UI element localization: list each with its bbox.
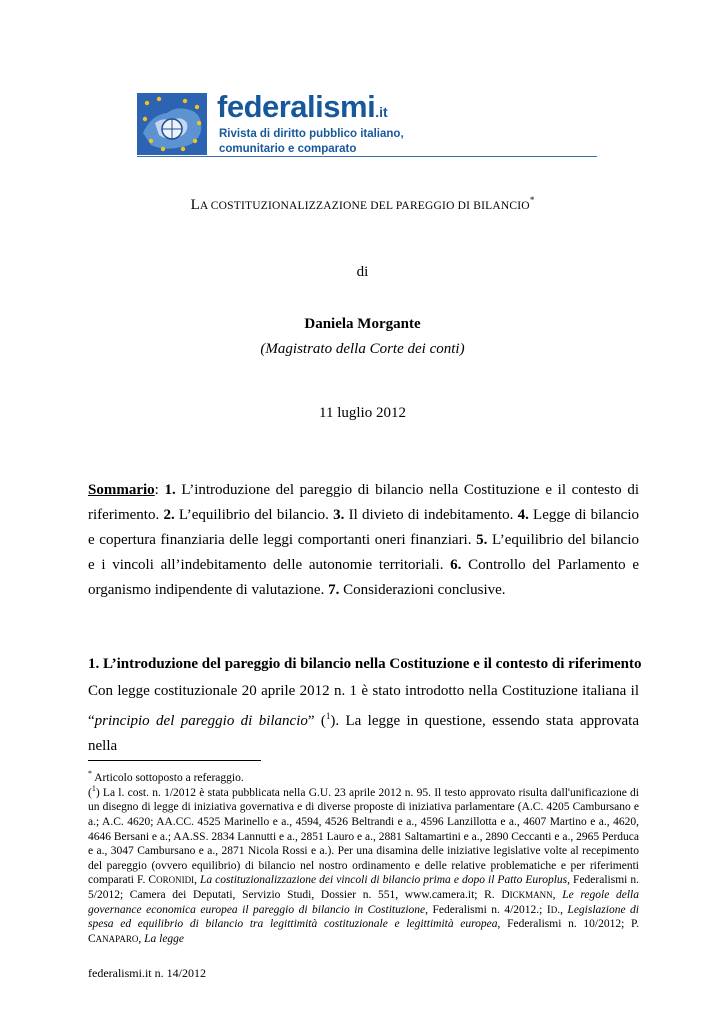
footnote-ref-1: 1: [325, 711, 331, 721]
footnote-separator: [88, 760, 261, 761]
page-footer: federalismi.it n. 14/2012: [88, 966, 206, 980]
logo-subtitle-line-2: comunitario e comparato: [219, 143, 357, 155]
summary-label: Sommario: [88, 482, 155, 498]
byline-di: di: [356, 264, 369, 280]
section-1-heading: 1. L’introduzione del pareggio di bilancio nella Costituzione e il contesto di riferimento: [88, 656, 642, 672]
publication-date: 11 luglio 2012: [319, 405, 406, 421]
author-name: Daniela Morgante: [304, 316, 421, 332]
summary-paragraph: Sommario: 1. L’introduzione del pareggio di bilancio nella Costituzione e il contesto di riferimento. 2. L’equilibrio del bilancio. 3. Il divieto di indebitamento. 4. Legge di bilancio e copertura finanziaria delle leggi comportanti oneri finanziari. 5. L’equilibrio del bilancio e i vincoli all’indebitamento delle autonomie territoriali. 6. Controllo del Parlamento e organismo indipendente di valutazione. 7. Considerazioni conclusive.: [88, 482, 639, 598]
footnote-1: ($^1$) La l. cost. n. 1/2012 è stata pubblicata nella G.U. 23 aprile 2012 n. 95. Il testo approvato risulta dall'unificazione di un disegno di legge di iniziativa governativa e di diverse proposte di iniziativa parlamentare (A.C. 4205 Cambursano e a.; A.C. 4620; AA.CC. 4525 Marinello e a., 4594, 4526 Beltrandi e a., 4596 Lanzillotta e a., 4607 Martino e a., 4620, 4646 Bersani e a.; AA.SS. 2834 Lannutti e a., 2851 Lauro e a., 2881 Saltamartini e a., 2890 Ceccanti e a., 2965 Perduca e a., 3047 Cambursano e a., 2871 Nicola Rossi e a.). Per una disamina delle iniziative legislative volte al recepimento del pareggio (ovvero equilibrio) di bilancio nel nostro ordinamento e delle relative problematiche e per riferimenti comparati F. CORONIDI, La costituzionalizzazione dei vincoli di bilancio prima e dopo il Patto Europlus, Federalismi n. 5/2012; Camera dei Deputati, Servizio Studi, Dossier n. 551, www.camera.it; R. DICKMANN, Le regole della governance economica europea il pareggio di bilancio in Costituzione, Federalismi n. 4/2012.; ID., Legislazione di spesa ed equilibrio di bilancio tra legittimità costituzionale e legittimità europea, Federalismi n. 10/2012; P. CANAPARO, La legge: [88, 784, 640, 945]
logo-subtitle-line-1: Rivista di diritto pubblico italiano,: [219, 128, 404, 140]
europe-map-emblem-icon: [137, 93, 207, 155]
author-affiliation: (Magistrato della Corte dei conti): [260, 341, 465, 357]
footnote-star: * Articolo sottoposto a referaggio.: [88, 769, 244, 784]
masthead-logo: [137, 89, 597, 159]
title-footnote-mark: *: [529, 195, 535, 205]
logo-wordmark: federalismi.it: [217, 89, 388, 124]
masthead-rule: [137, 156, 597, 157]
section-1-paragraph: Con legge costituzionale 20 aprile 2012 n. 1 è stato introdotto nella Costituzione italiana il “principio del pareggio di bilancio” ($^1$). La legge in questione, essendo stata approvata nella: [88, 683, 639, 754]
article-title: LA COSTITUZIONALIZZAZIONE DEL PAREGGIO DI BILANCIO*: [190, 195, 535, 213]
